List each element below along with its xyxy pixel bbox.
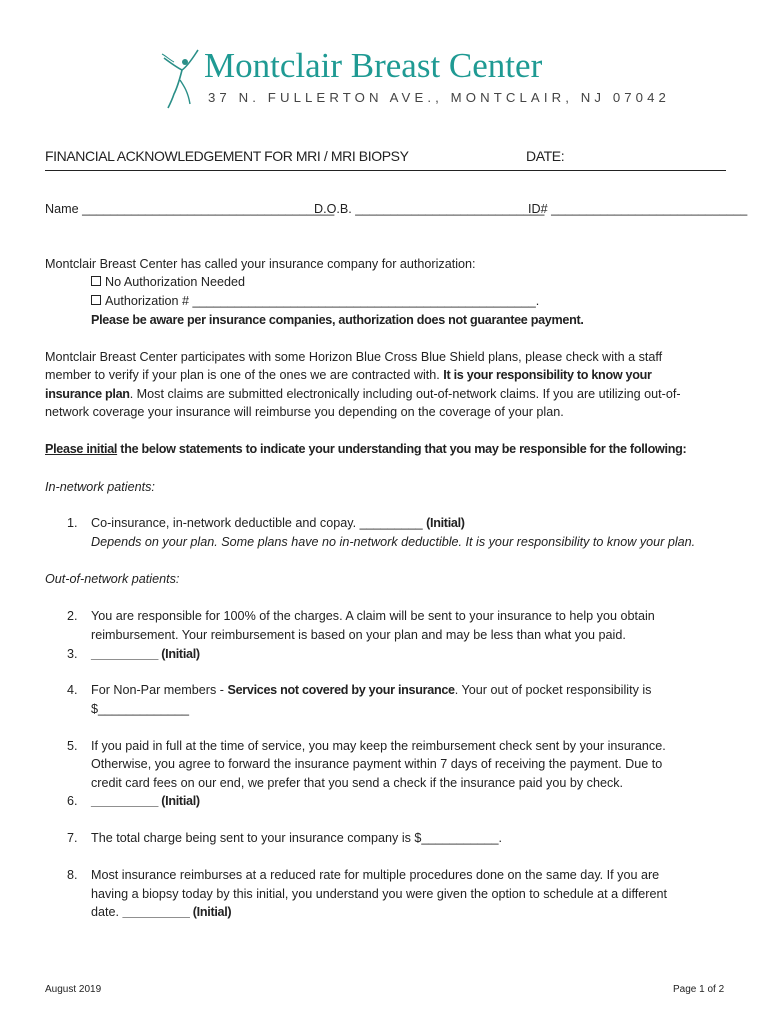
responsibility-emphasis: It is your responsibility to know your [443,368,652,382]
id-field[interactable]: ID# ____________________________ [528,202,748,216]
center-name: Montclair Breast Center [204,46,543,85]
item-6-initial-field[interactable]: __________ (Initial) [91,794,200,808]
authorization-warning: Please be aware per insurance companies, authorization does not guarantee payment. [91,313,584,327]
initial-instructions [45,440,686,458]
item-1-note: Depends on your plan. Some plans have no in-network deductible. It is your responsibility to know your plan. [91,535,696,549]
authorization-number-option[interactable] [91,292,539,310]
footer-page-number: Page 1 of 2 [673,984,725,995]
item-5-line-3: credit card fees on our end, we prefer that you send a check if the insurance paid you by check. [91,776,624,790]
horizon-line-3 [45,385,681,403]
item-2-line-1: You are responsible for 100% of the charges. A claim will be sent to your insurance to help you obtain [91,609,655,623]
item-4-number: 4. [67,683,78,697]
please-initial-emphasis: Please initial [45,442,118,456]
item-4-text-a: For Non-Par members - [91,683,228,697]
item-8-line-2: having a biopsy today by this initial, you understand you were given the option to schedule at a different [91,887,667,901]
item-2-number: 2. [67,609,78,623]
item-5-number: 5. [67,739,78,753]
item-8-line-3[interactable] [91,903,231,921]
horizon-line-4: network coverage your insurance will reimburse you depending on the coverage of your plan. [45,405,564,419]
item-2-line-2: reimbursement. Your reimbursement is based on your plan and may be less than what you paid. [91,628,626,642]
item-3-number: 3. [67,647,78,661]
dancer-figure-icon [158,48,204,110]
item-7-total-charge-field[interactable]: The total charge being sent to your insurance company is $___________. [91,831,502,845]
patient-name-field[interactable]: Name ____________________________________ [45,202,335,216]
item-4-amount-field[interactable]: $_____________ [91,702,190,716]
auth-number-label: Authorization # _________________________________________________. [105,294,540,308]
item-8-date-text: date. [91,905,123,919]
authorization-intro: Montclair Breast Center has called your insurance company for authorization: [45,257,476,271]
item-4-line-1 [91,681,651,699]
date-label: DATE: [526,148,565,164]
no-auth-checkbox[interactable] [91,276,101,286]
footer-date: August 2019 [45,984,102,995]
item-7-number: 7. [67,831,78,845]
item-8-initial-field[interactable]: __________ (Initial) [122,905,232,919]
horizon-line-2 [45,366,652,384]
dob-field[interactable]: D.O.B. ___________________________ [314,202,545,216]
insurance-plan-emphasis: insurance plan [45,387,130,401]
no-authorization-option[interactable] [91,273,245,291]
item-8-number: 8. [67,868,78,882]
item-3-initial-field[interactable]: __________ (Initial) [91,647,200,661]
item-4-text-c: . Your out of pocket responsibility is [454,683,652,697]
form-title: FINANCIAL ACKNOWLEDGEMENT FOR MRI / MRI BIOPSY [45,148,409,164]
instructions-text: the below statements to indicate your understanding that you may be responsible for the following: [117,442,687,456]
horizon-line-3-text: . Most claims are submitted electronically including out-of-network claims. If you are utilizing out-of- [129,387,681,401]
horizon-line-1: Montclair Breast Center participates with some Horizon Blue Cross Blue Shield plans, please check with a staff [45,350,663,364]
horizon-line-2-text: member to verify if your plan is one of the ones we are contracted with. [45,368,444,382]
item-1-number: 1. [67,516,78,530]
item-1-text: Co-insurance, in-network deductible and copay. _________ [91,516,427,530]
no-auth-label: No Authorization Needed [105,275,246,289]
item-8-line-1: Most insurance reimburses at a reduced rate for multiple procedures done on the same day. If you are [91,868,660,882]
auth-number-checkbox[interactable] [91,295,101,305]
item-5-line-2: Otherwise, you agree to forward the insurance payment within 7 days of receiving the payment. Due to [91,757,663,771]
in-network-label: In-network patients: [45,480,155,494]
form-header [45,148,726,171]
item-1[interactable] [91,514,465,532]
item-6-number: 6. [67,794,78,808]
item-5-line-1: If you paid in full at the time of service, you may keep the reimbursement check sent by your insurance. [91,739,666,753]
item-1-initial: (Initial) [426,516,465,530]
item-4-emphasis: Services not covered by your insurance [227,683,455,697]
logo [158,46,670,112]
center-address: 37 N. FULLERTON AVE., MONTCLAIR, NJ 07042 [208,90,670,105]
out-network-label: Out-of-network patients: [45,572,180,586]
